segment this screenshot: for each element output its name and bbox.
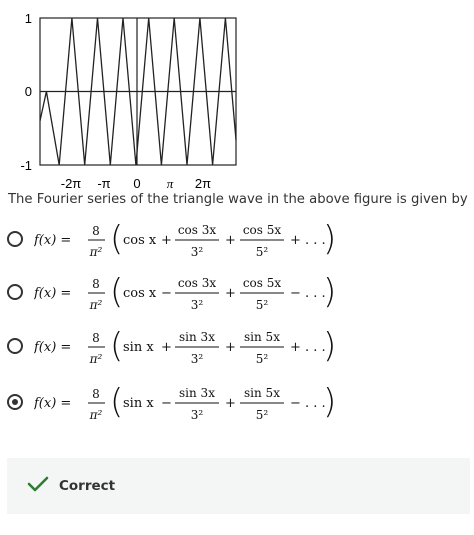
formula-paren-close: ) [323, 219, 337, 259]
formula [34, 215, 354, 265]
formula-term2-num: cos 3x [177, 276, 217, 290]
formula-term1: sin x [123, 340, 154, 355]
x-tick-label: π [166, 176, 174, 191]
formula-paren-close: ) [323, 326, 337, 366]
formula-term3-den: 5² [255, 408, 269, 422]
formula-coef-den: π² [89, 298, 103, 312]
formula-tail: − . . . [290, 286, 326, 301]
formula-coef-num: 8 [92, 277, 100, 291]
formula-op2: + [225, 233, 236, 248]
x-tick-label: 2π [194, 176, 212, 191]
formula-tail: − . . . [290, 396, 326, 411]
formula-term3-num: sin 5x [244, 330, 280, 344]
formula-term2-num: cos 3x [177, 223, 217, 237]
answer-option[interactable] [0, 322, 474, 372]
formula-term1: sin x [123, 396, 154, 411]
formula-op1: + [161, 340, 172, 355]
formula-paren-open: ( [110, 382, 124, 422]
formula-op1: − [161, 286, 172, 301]
formula-term3-num: cos 5x [242, 276, 282, 290]
formula-term3-num: sin 5x [244, 386, 280, 400]
formula-coef-num: 8 [92, 331, 100, 345]
formula-coef-den: π² [89, 352, 103, 366]
formula-term1: cos x [123, 233, 157, 248]
check-icon [27, 475, 49, 493]
formula-paren-close: ) [323, 382, 337, 422]
formula-term2-den: 3² [190, 408, 204, 422]
answer-option[interactable] [0, 268, 474, 318]
formula-term2-den: 3² [190, 298, 204, 312]
formula-lhs: f(x) = [34, 233, 72, 248]
formula-term2-den: 3² [190, 352, 204, 366]
formula-coef-num: 8 [92, 387, 100, 401]
formula-term1: cos x [123, 286, 157, 301]
formula-paren-open: ( [110, 219, 124, 259]
formula-op2: + [225, 340, 236, 355]
formula [34, 268, 354, 318]
formula-op2: + [225, 286, 236, 301]
formula-paren-open: ( [110, 326, 124, 366]
answer-option[interactable] [0, 378, 474, 428]
triangle-wave-chart [0, 0, 474, 192]
formula [34, 322, 354, 372]
formula-paren-open: ( [110, 272, 124, 312]
formula-coef-num: 8 [92, 224, 100, 238]
formula-op1: + [161, 233, 172, 248]
formula-op1: − [161, 396, 172, 411]
formula-tail: + . . . [290, 233, 326, 248]
formula-term3-den: 5² [255, 352, 269, 366]
formula-coef-den: π² [89, 245, 103, 259]
y-tick-label: -1 [20, 158, 32, 173]
y-tick-label: 0 [24, 84, 32, 99]
formula-op2: + [225, 396, 236, 411]
feedback-box [7, 458, 470, 514]
formula [34, 378, 354, 428]
formula-term2-num: sin 3x [179, 330, 215, 344]
formula-lhs: f(x) = [34, 286, 72, 301]
y-tick-label: 1 [24, 11, 32, 26]
question-text: The Fourier series of the triangle wave in the above figure is given by [8, 192, 468, 207]
formula-lhs: f(x) = [34, 340, 72, 355]
radio-button[interactable] [7, 394, 23, 410]
formula-term3-den: 5² [255, 298, 269, 312]
x-tick-label: -2π [60, 176, 82, 191]
radio-button[interactable] [7, 231, 23, 247]
formula-term3-num: cos 5x [242, 223, 282, 237]
answer-option[interactable] [0, 215, 474, 265]
formula-tail: + . . . [290, 340, 326, 355]
formula-term3-den: 5² [255, 245, 269, 259]
x-tick-label: 0 [133, 176, 141, 191]
radio-button[interactable] [7, 284, 23, 300]
formula-coef-den: π² [89, 408, 103, 422]
formula-paren-close: ) [323, 272, 337, 312]
formula-term2-den: 3² [190, 245, 204, 259]
radio-button[interactable] [7, 338, 23, 354]
formula-lhs: f(x) = [34, 396, 72, 411]
feedback-text: Correct [59, 478, 116, 494]
x-tick-label: -π [97, 176, 111, 191]
formula-term2-num: sin 3x [179, 386, 215, 400]
